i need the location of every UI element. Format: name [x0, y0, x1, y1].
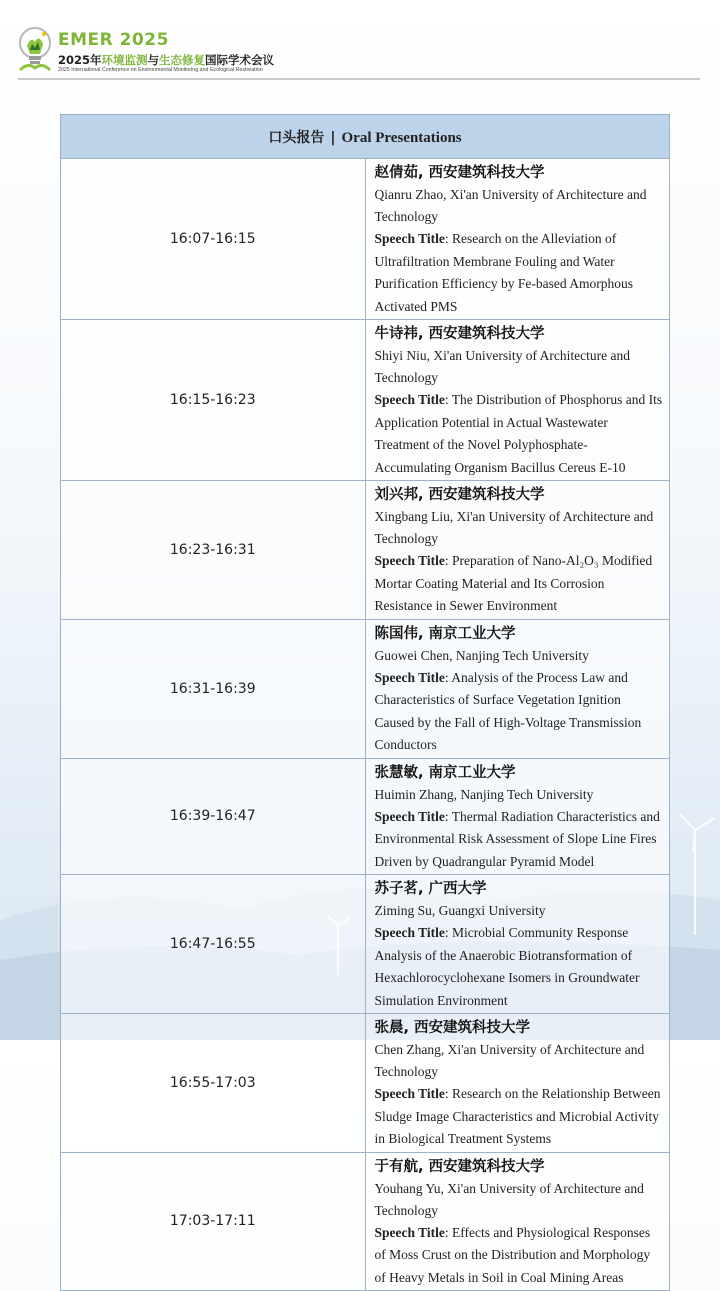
time-slot: 16:23-16:31: [61, 481, 366, 620]
time-slot: 16:07-16:15: [61, 159, 366, 320]
page-header: [0, 0, 720, 84]
schedule-table: [60, 114, 670, 1291]
speaker-name-cn: 于有航, 西安建筑科技大学: [374, 1158, 545, 1175]
speech-title-text: : Thermal Radiation Characteristics and Environmental Risk Assessment of Slope Line Fires Driven by Quadrangular Pyramid Model: [374, 808, 660, 869]
speaker-name-cn: 张晨, 西安建筑科技大学: [374, 1020, 531, 1036]
speech-title-text: : Microbial Community Response Analysis of the Anaerobic Biotransformation of Hexachlorocyclohexane Isomers in Groundwater Simulation Environment: [374, 925, 640, 1008]
speaker-name-cn: 牛诗祎, 西安建筑科技大学: [374, 326, 545, 342]
presentation-info: [365, 159, 670, 320]
speech-title-label: Speech Title: [374, 1224, 445, 1240]
table-heading: [61, 115, 670, 159]
heading-cn: 口头报告: [268, 129, 325, 146]
speech-title-text: : The Distribution of Phosphorus and Its Application Potential in Actual Wastewater Treatment of the Novel Polyphosphate-Accumulating Organism Bacillus Cereus E-10: [374, 392, 663, 475]
table-row: [61, 320, 670, 481]
table-row: [61, 481, 670, 620]
speech-title-text: : Effects and Physiological Responses of Moss Crust on the Distribution and Morphology of Heavy Metals in Soil in Coal Mining Areas: [374, 1224, 651, 1285]
speech-title-text: : Analysis of the Process Law and Characteristics of Surface Vegetation Ignition Caused by the Fall of High-Voltage Transmission Conductors: [374, 669, 642, 752]
speech-title-label: Speech Title: [374, 231, 445, 246]
header-divider: [18, 78, 700, 80]
speech-title: [375, 667, 664, 757]
speech-title-label: Speech Title: [374, 808, 445, 824]
presentation-info: [365, 481, 670, 620]
time-slot: 16:31-16:39: [61, 619, 366, 758]
table-row: [61, 1014, 670, 1153]
conference-name-cn: 2025年环境监测与生态修复国际学术会议: [58, 53, 275, 67]
heading-en: Oral Presentations: [341, 129, 462, 146]
speech-title-text: : Research on the Relationship Between Sludge Image Characteristics and Microbial Activity in Biological Treatment Systems: [374, 1086, 661, 1146]
speaker-name-en: Xingbang Liu, Xi'an University of Architecture and Technology: [374, 509, 654, 546]
speech-title: [375, 1222, 664, 1290]
speaker-name-en: Guowei Chen, Nanjing Tech University: [374, 647, 589, 663]
speaker-name-cn: 刘兴邦, 西安建筑科技大学: [374, 487, 545, 503]
speech-title-text: : Research on the Alleviation of Ultrafiltration Membrane Fouling and Water Purification Efficiency by Fe-based Amorphous Activated PMS: [374, 231, 633, 314]
speaker-name-en: Ziming Su, Guangxi University: [374, 903, 546, 918]
heading-separator: |: [330, 129, 336, 146]
presentation-info: [365, 758, 670, 875]
speech-title: [375, 550, 664, 618]
speaker-name-cn: 赵倩茹, 西安建筑科技大学: [374, 165, 545, 181]
presentation-info: [365, 875, 670, 1014]
speech-title-label: Speech Title: [374, 669, 445, 685]
conference-acronym: EMER 2025: [58, 30, 169, 50]
speech-title-text: : Preparation of Nano-Al₂O₃ Modified Mortar Coating Material and Its Corrosion Resistance in Sewer Environment: [374, 553, 653, 613]
table-row: [61, 619, 670, 758]
table-header-row: [61, 115, 670, 159]
presentation-info: [365, 1014, 670, 1153]
speech-title: [375, 806, 664, 874]
time-slot: 16:15-16:23: [61, 320, 366, 481]
table-row: [61, 1152, 670, 1291]
speech-title: [375, 389, 664, 479]
speech-title-label: Speech Title: [374, 553, 445, 568]
table-row: [61, 758, 670, 875]
speech-title: [375, 228, 664, 318]
oral-presentations-table: [60, 114, 670, 1291]
speaker-name-en: Huimin Zhang, Nanjing Tech University: [374, 786, 594, 802]
speaker-name-en: Youhang Yu, Xi'an University of Architecture and Technology: [374, 1180, 644, 1218]
speaker-name-en: Qianru Zhao, Xi'an University of Architecture and Technology: [374, 187, 647, 224]
conference-name-en: 2025 International Conference on Environmental Monitoring and Ecological Restoration: [58, 67, 263, 73]
speaker-name-cn: 张慧敏, 南京工业大学: [374, 764, 516, 781]
table-row: [61, 159, 670, 320]
presentation-info: [365, 619, 670, 758]
time-slot: 16:55-17:03: [61, 1014, 366, 1153]
time-slot: 16:39-16:47: [61, 758, 366, 875]
presentation-info: [365, 1152, 670, 1291]
speech-title: [375, 1083, 664, 1151]
speech-title-label: Speech Title: [374, 1086, 445, 1101]
table-row: [61, 875, 670, 1014]
speech-title: [375, 922, 664, 1012]
presentation-info: [365, 320, 670, 481]
time-slot: 17:03-17:11: [61, 1152, 366, 1291]
time-slot: 16:47-16:55: [61, 875, 366, 1014]
speech-title-label: Speech Title: [374, 925, 445, 940]
speaker-name-en: Shiyi Niu, Xi'an University of Architecture and Technology: [374, 348, 631, 385]
lightbulb-logo-icon: [18, 26, 52, 74]
speaker-name-cn: 苏子茗, 广西大学: [374, 881, 487, 897]
speaker-name-en: Chen Zhang, Xi'an University of Architecture and Technology: [374, 1042, 645, 1079]
speaker-name-cn: 陈国伟, 南京工业大学: [374, 625, 516, 642]
speech-title-label: Speech Title: [374, 392, 445, 407]
